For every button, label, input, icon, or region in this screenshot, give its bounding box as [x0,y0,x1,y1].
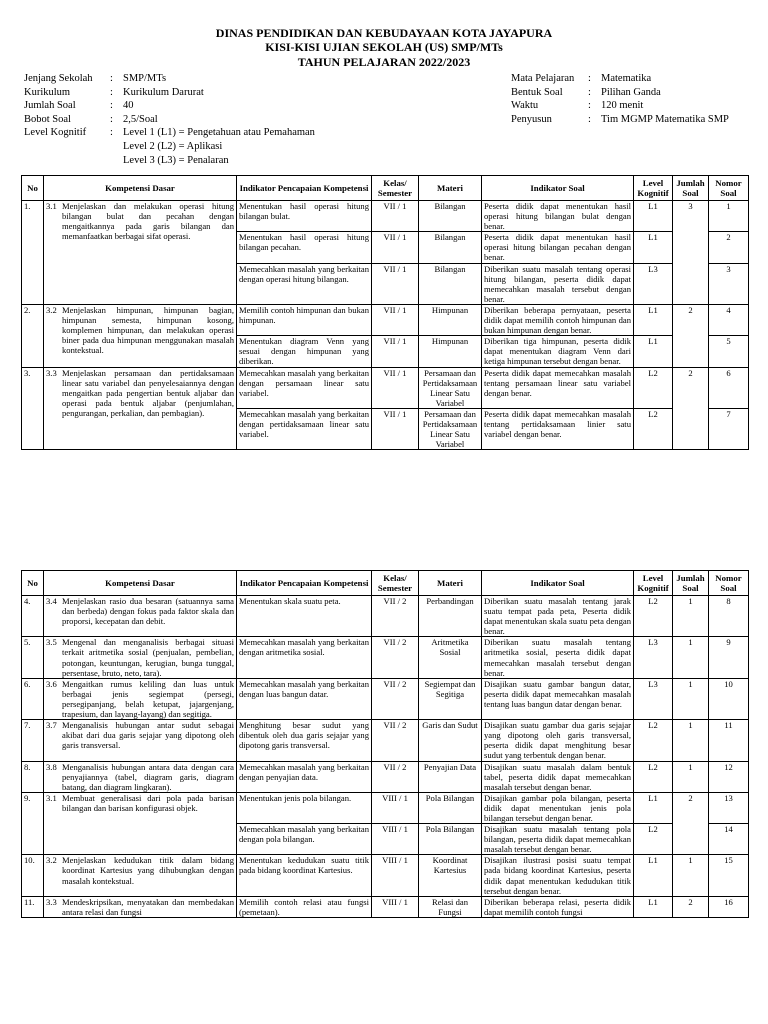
col-header-no: No [22,571,44,596]
cell-materi: Aritmetika Sosial [419,637,482,678]
cell-nomor-soal: 10 [709,678,749,719]
cell-level-kognitif: L2 [634,824,673,855]
cell-kelas-semester: VII / 1 [372,232,419,263]
cell-indikator-soal: Diberikan suatu masalah tentang aritmetika sosial, peserta didik dapat memecahkan masalah tersebut dengan benar. [482,637,634,678]
kd-number: 3.7 [46,720,57,731]
info-separator: : [588,100,591,112]
cell-kompetensi-dasar [44,367,237,450]
cell-nomor-soal: 1 [709,201,749,232]
cell-kelas-semester: VII / 1 [372,304,419,335]
info-separator: : [588,86,591,98]
cell-nomor-soal: 16 [709,896,749,917]
table-row [22,367,749,408]
table-row [22,678,749,719]
cell-nomor-soal: 8 [709,596,749,637]
info-separator: : [588,73,591,84]
cell-nomor-soal: 5 [709,336,749,367]
cell-indikator-kompetensi: Memilih contoh relasi atau fungsi (pemetaan). [237,896,372,917]
kd-text: Menjelaskan himpunan, himpunan bagian, himpunan semesta, himpunan kosong, komplemen himpunan, dan melakukan operasi biner pada dua himpunan menggunakan masalah kontekstual. [62,304,234,356]
kd-number: 3.5 [46,637,57,648]
cell-kompetensi-dasar [44,678,237,719]
cell-materi: Pola Bilangan [419,824,482,855]
col-header-kd: Kompetensi Dasar [44,176,237,201]
cell-indikator-kompetensi: Menentukan diagram Venn yang sesuai dengan himpunan yang diberikan. [237,336,372,367]
cell-jumlah-soal: 1 [673,761,709,792]
kd-number: 3.1 [46,201,57,211]
cell-indikator-kompetensi: Memecahkan masalah yang berkaitan dengan pertidaksamaan linear satu variabel. [237,408,372,449]
kd-item [46,855,234,885]
cell-nomor-soal: 3 [709,263,749,304]
info-separator: : [110,86,113,98]
col-header-nomor: Nomor Soal [709,176,749,201]
cell-level-kognitif: L2 [634,720,673,761]
cell-materi: Bilangan [419,201,482,232]
col-header-materi: Materi [419,176,482,201]
cell-level-kognitif: L2 [634,596,673,637]
cell-nomor-soal: 13 [709,792,749,823]
cell-kompetensi-dasar [44,761,237,792]
cell-materi: Himpunan [419,304,482,335]
info-value: Matematika [601,73,652,84]
cell-no: 1. [22,201,44,305]
table-row [22,761,749,792]
cell-indikator-kompetensi: Menghitung besar sudut yang dibentuk oleh dua garis sejajar yang dipotong garis transversal. [237,720,372,761]
cell-kompetensi-dasar [44,596,237,637]
table-row [22,896,749,917]
cell-materi: Persamaan dan Pertidaksamaan Linear Satu Variabel [419,408,482,449]
cell-indikator-soal: Diberikan tiga himpunan, peserta didik dapat menentukan diagram Venn dari ketiga himpunan tersebut dengan benar. [482,336,634,367]
kd-text: Menjelaskan kedudukan titik dalam bidang koordinat Kartesius yang dihubungkan dengan masalah kontekstual. [62,855,234,886]
table-row [22,855,749,896]
kd-text: Mendeskripsikan, menyatakan dan membedakan antara relasi dan fungsi [62,896,234,917]
cell-nomor-soal: 9 [709,637,749,678]
table-row [22,792,749,823]
cell-no: 10. [22,855,44,896]
info-value: 120 menit [601,100,644,112]
cell-nomor-soal: 6 [709,367,749,408]
cell-indikator-soal: Disajikan suatu gambar bangun datar, peserta didik dapat memecahkan masalah tentang luas bangun datar dengan benar. [482,678,634,719]
info-separator: : [110,127,113,139]
kd-text: Menganalisis hubungan antara data dengan cara penyajiannya (tabel, diagram garis, diagram batang, dan diagram lingkaran). [62,761,234,792]
cell-indikator-soal: Peserta didik dapat memecahkan masalah tentang pertidaksamaan linier satu variabel dengan benar. [482,408,634,449]
info-label: Bobot Soal [24,113,71,125]
kd-item [46,762,234,792]
info-label: Bentuk Soal [511,86,563,98]
kd-item [46,679,234,719]
cell-indikator-soal: Peserta didik dapat memecahkan masalah tentang persamaan linear satu variabel dengan benar. [482,367,634,408]
cell-level-kognitif: L3 [634,678,673,719]
cell-nomor-soal: 4 [709,304,749,335]
cell-materi: Perbandingan [419,596,482,637]
kd-text: Menjelaskan persamaan dan pertidaksamaan linear satu variabel dan penyelesaiannya dengan mengaitkan pada pengertian bentuk aljabar dan operasi pada bentuk aljabar (penjumlahan, pengurangan, perkalian, dan pembagian). [62,367,234,418]
cell-nomor-soal: 14 [709,824,749,855]
info-label: Jenjang Sekolah [24,73,93,84]
kd-number: 3.6 [46,678,57,689]
info-label: Mata Pelajaran [511,73,575,84]
cell-materi: Himpunan [419,336,482,367]
info-label: Jumlah Soal [24,100,76,112]
cell-materi: Persamaan dan Pertidaksamaan Linear Satu Variabel [419,367,482,408]
info-separator: : [110,100,113,112]
cell-indikator-kompetensi: Memecahkan masalah yang berkaitan dengan pola bilangan. [237,824,372,855]
cell-nomor-soal: 12 [709,761,749,792]
table-header-row [22,571,749,596]
cell-no: 9. [22,792,44,855]
kd-number: 3.3 [46,367,57,378]
doc-title-line-2: KISI-KISI UJIAN SEKOLAH (US) SMP/MTs [265,40,503,54]
cell-indikator-soal: Diberikan beberapa pernyataan, peserta didik dapat memilih contoh himpunan dan bukan himpunan dengan benar. [482,304,634,335]
cell-indikator-soal: Disajikan suatu masalah tentang pola bilangan, peserta didik dapat memecahkan masalah tersebut dengan benar. [482,824,634,855]
col-header-level: Level Kognitif [634,176,673,201]
cell-kompetensi-dasar [44,304,237,367]
kd-number: 3.2 [46,304,57,315]
kd-item [46,201,234,241]
cell-level-kognitif: L1 [634,304,673,335]
info-value: SMP/MTs [123,73,167,84]
cell-kelas-semester: VIII / 1 [372,792,419,823]
cell-level-kognitif: L1 [634,855,673,896]
cell-indikator-kompetensi: Memecahkan masalah yang berkaitan dengan penyajian data. [237,761,372,792]
cell-indikator-soal: Disajikan suatu masalah dalam bentuk tabel, peserta didik dapat memecahkan masalah tersebut dengan benar. [482,761,634,792]
cell-indikator-soal: Peserta didik dapat menentukan hasil operasi hitung bilangan bulat dengan benar. [482,201,634,232]
kd-text: Menjelaskan rasio dua besaran (satuannya sama dan berbeda) dengan fokus pada faktor skala dan proporsi, kecepatan dan debit. [62,596,234,627]
level-2-text: Level 2 (L2) = Aplikasi [123,140,223,152]
cell-kelas-semester: VII / 1 [372,367,419,408]
cell-kompetensi-dasar [44,792,237,855]
info-value: Kurikulum Darurat [123,86,204,98]
table-row [22,201,749,232]
cell-level-kognitif: L1 [634,201,673,232]
cell-kelas-semester: VII / 1 [372,408,419,449]
cell-kelas-semester: VII / 2 [372,761,419,792]
cell-indikator-kompetensi: Memecahkan masalah yang berkaitan dengan aritmetika sosial. [237,637,372,678]
cell-kompetensi-dasar [44,896,237,917]
col-header-indikator-kompetensi: Indikator Pencapaian Kompetensi [237,176,372,201]
cell-no: 4. [22,596,44,637]
kd-item [46,305,234,355]
cell-materi: Penyajian Data [419,761,482,792]
kd-item [46,368,234,418]
table-row [22,596,749,637]
kd-text: Membuat generalisasi dari pola pada barisan bilangan dan barisan konfigurasi objek. [62,792,234,813]
cell-indikator-kompetensi: Menentukan hasil operasi hitung bilangan bulat. [237,201,372,232]
cell-indikator-kompetensi: Memecahkan masalah yang berkaitan dengan luas bangun datar. [237,678,372,719]
cell-level-kognitif: L2 [634,761,673,792]
col-header-jumlah: Jumlah Soal [673,176,709,201]
cell-kompetensi-dasar [44,855,237,896]
cell-kelas-semester: VIII / 1 [372,824,419,855]
cell-materi: Garis dan Sudut [419,720,482,761]
kd-number: 3.2 [46,855,57,866]
cell-level-kognitif: L3 [634,637,673,678]
cell-no: 8. [22,761,44,792]
table-row [22,637,749,678]
cell-indikator-soal: Disajikan ilustrasi posisi suatu tempat pada bidang koordinat Kartesius, peserta didik dapat menentukan kedudukan titik tersebut dengan benar. [482,855,634,896]
cell-materi: Segiempat dan Segitiga [419,678,482,719]
info-separator: : [110,113,113,125]
info-label: Waktu [511,100,539,112]
kd-number: 3.8 [46,761,57,772]
cell-kelas-semester: VIII / 1 [372,896,419,917]
kd-item [46,596,234,626]
cell-kelas-semester: VII / 2 [372,637,419,678]
doc-title-line-3: TAHUN PELAJARAN 2022/2023 [297,55,471,69]
doc-title-line-1: DINAS PENDIDIKAN DAN KEBUDAYAAN KOTA JAYAPURA [215,26,553,40]
col-header-kelas: Kelas/ Semester [372,176,419,201]
cell-jumlah-soal: 1 [673,855,709,896]
kd-number: 3.4 [46,596,57,606]
cell-indikator-soal: Disajikan suatu gambar dua garis sejajar yang dipotong oleh garis transversal, peserta didik dapat menghitung besar sudut yang terbentuk dengan benar. [482,720,634,761]
cell-kompetensi-dasar [44,637,237,678]
cell-level-kognitif: L1 [634,792,673,823]
cell-jumlah-soal: 2 [673,367,709,450]
col-header-indikator-soal: Indikator Soal [482,176,634,201]
info-value: 2,5/Soal [123,113,158,125]
kd-text: Menjelaskan dan melakukan operasi hitung bilangan bulat dan pecahan dengan mengaitkannya pada garis bilangan dan memanfaatkan berbagai sifat operasi. [62,201,234,242]
info-separator: : [110,73,113,84]
cell-no: 11. [22,896,44,917]
col-header-level: Level Kognitif [634,571,673,596]
info-value: Level 1 (L1) = Pengetahuan atau Pemahaman [123,127,315,139]
cell-materi: Bilangan [419,263,482,304]
table-row [22,720,749,761]
cell-no: 3. [22,367,44,450]
kd-number: 3.3 [46,896,57,907]
info-label: Level Kognitif [24,127,87,139]
cell-no: 2. [22,304,44,367]
cell-jumlah-soal: 1 [673,720,709,761]
info-label: Kurikulum [24,86,71,98]
cell-level-kognitif: L3 [634,263,673,304]
cell-materi: Koordinat Kartesius [419,855,482,896]
info-label: Penyusun [511,113,552,125]
col-header-no: No [22,176,44,201]
cell-jumlah-soal: 1 [673,637,709,678]
info-left [24,72,315,167]
table-row [22,304,749,335]
cell-indikator-kompetensi: Menentukan skala suatu peta. [237,596,372,637]
cell-level-kognitif: L1 [634,336,673,367]
cell-jumlah-soal: 2 [673,792,709,855]
cell-kelas-semester: VII / 2 [372,596,419,637]
cell-indikator-kompetensi: Memilih contoh himpunan dan bukan himpunan. [237,304,372,335]
info-right [511,72,729,126]
col-header-indikator-kompetensi: Indikator Pencapaian Kompetensi [237,571,372,596]
col-header-kd: Kompetensi Dasar [44,571,237,596]
info-value: Pilihan Ganda [601,86,661,98]
cell-kelas-semester: VII / 1 [372,201,419,232]
cell-materi: Pola Bilangan [419,792,482,823]
info-value: Tim MGMP Matematika SMP [601,113,729,125]
cell-no: 7. [22,720,44,761]
cell-level-kognitif: L2 [634,367,673,408]
cell-jumlah-soal: 1 [673,678,709,719]
kd-number: 3.1 [46,792,57,803]
grid-table-1 [21,175,749,450]
cell-materi: Bilangan [419,232,482,263]
col-header-materi: Materi [419,571,482,596]
cell-nomor-soal: 2 [709,232,749,263]
cell-nomor-soal: 11 [709,720,749,761]
cell-level-kognitif: L2 [634,408,673,449]
cell-indikator-soal: Peserta didik dapat menentukan hasil operasi hitung bilangan pecahan dengan benar. [482,232,634,263]
col-header-indikator-soal: Indikator Soal [482,571,634,596]
cell-level-kognitif: L1 [634,232,673,263]
cell-indikator-soal: Diberikan suatu masalah tentang jarak suatu tempat pada peta, Peserta didik dapat menentukan skala suatu peta dengan benar. [482,596,634,637]
cell-nomor-soal: 15 [709,855,749,896]
cell-no: 6. [22,678,44,719]
kd-item [46,720,234,750]
kd-item [46,637,234,677]
cell-kompetensi-dasar [44,201,237,305]
cell-indikator-kompetensi: Menentukan jenis pola bilangan. [237,792,372,823]
cell-no: 5. [22,637,44,678]
cell-nomor-soal: 7 [709,408,749,449]
cell-indikator-kompetensi: Memecahkan masalah yang berkaitan dengan persamaan linear satu variabel. [237,367,372,408]
cell-indikator-soal: Diberikan beberapa relasi, peserta didik dapat memilih contoh fungsi [482,896,634,917]
cell-indikator-kompetensi: Menentukan hasil operasi hitung bilangan pecahan. [237,232,372,263]
kd-item [46,897,234,917]
table-header-row [22,176,749,201]
col-header-kelas: Kelas/ Semester [372,571,419,596]
info-separator: : [588,113,591,125]
kd-text: Menganalisis hubungan antar sudut sebagai akibat dari dua garis sejajar yang dipotong oleh garis transversal. [62,720,234,751]
level-3-text: Level 3 (L3) = Penalaran [123,154,229,166]
cell-kelas-semester: VII / 1 [372,263,419,304]
col-header-nomor: Nomor Soal [709,571,749,596]
cell-materi: Relasi dan Fungsi [419,896,482,917]
cell-indikator-soal: Diberikan suatu masalah tentang operasi hitung bilangan, peserta didik dapat memecahkan masalah tersebut dengan benar. [482,263,634,304]
info-value: 40 [123,100,134,112]
cell-level-kognitif: L1 [634,896,673,917]
cell-indikator-kompetensi: Memecahkan masalah yang berkaitan dengan operasi hitung bilangan. [237,263,372,304]
cell-indikator-kompetensi: Menentukan kedudukan suatu titik pada bidang koordinat Kartesius. [237,855,372,896]
cell-kelas-semester: VIII / 1 [372,855,419,896]
cell-jumlah-soal: 2 [673,304,709,367]
kd-text: Mengenal dan menganalisis berbagai situasi terkait aritmetika sosial (penjualan, pembelian, potongan, keuntungan, kerugian, bunga tunggal, persentase, bruto, neto, tara). [62,637,234,678]
cell-jumlah-soal: 1 [673,596,709,637]
kd-item [46,793,234,813]
cell-kelas-semester: VII / 1 [372,336,419,367]
cell-kelas-semester: VII / 2 [372,720,419,761]
kd-text: Mengaitkan rumus keliling dan luas untuk berbagai jenis segiempat (persegi, persegipanjang, belah ketupat, jajargenjang, trapesium, dan layang-layang) dan segitiga. [62,678,234,720]
cell-jumlah-soal: 2 [673,896,709,917]
cell-kelas-semester: VII / 2 [372,678,419,719]
col-header-jumlah: Jumlah Soal [673,571,709,596]
cell-indikator-soal: Disajikan gambar pola bilangan, peserta didik dapat menentukan jenis pola bilangan tersebut dengan benar. [482,792,634,823]
grid-table-2 [21,570,749,918]
cell-kompetensi-dasar [44,720,237,761]
cell-jumlah-soal: 3 [673,201,709,305]
